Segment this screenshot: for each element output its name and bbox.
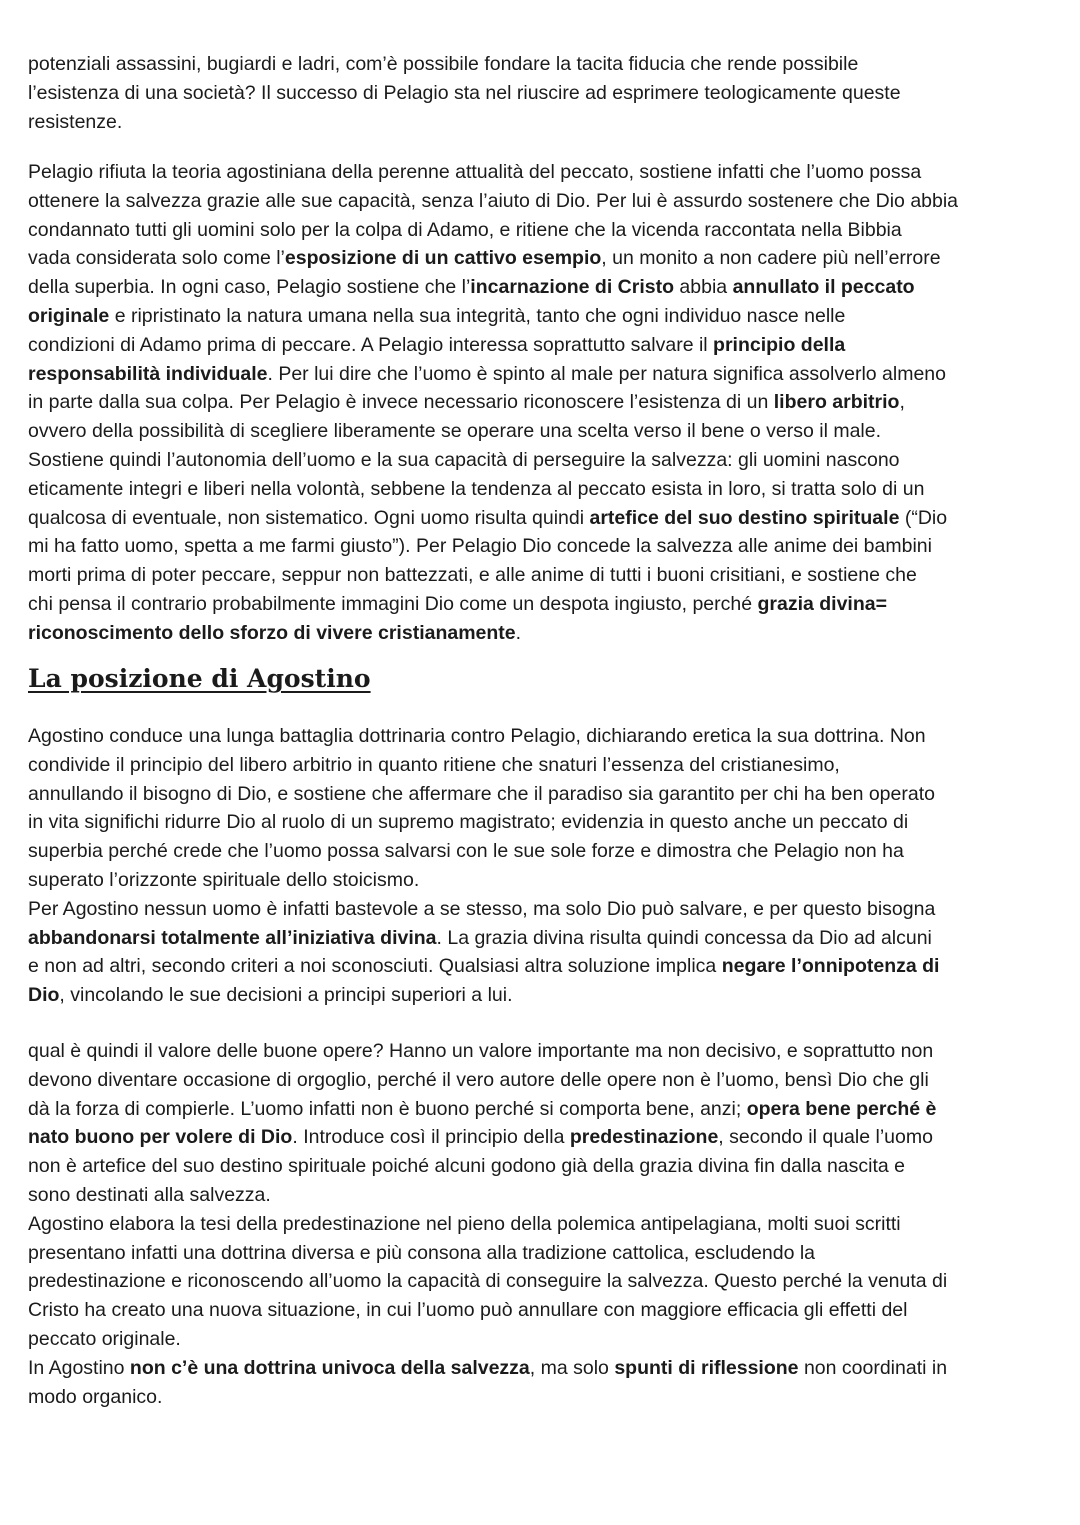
text-segment: ottenere la salvezza grazie alle sue capacità, senza l’aiuto di Dio. Per lui è assurdo sostenere che Dio abbia: [28, 189, 959, 212]
text-segment: l’esistenza di una società? Il successo di Pelagio sta nel riuscire ad esprimere teologicamente queste: [28, 81, 901, 104]
text-line: [28, 981, 939, 1010]
text-segment: non coordinati in: [798, 1356, 948, 1379]
bold-text: principio della: [713, 333, 846, 356]
bold-text: opera bene perché è: [746, 1097, 937, 1120]
text-segment: condizioni di Adamo prima di peccare. A Pelagio interessa soprattutto salvare il: [28, 333, 714, 356]
paragraph-buone-opere: [28, 1037, 947, 1411]
bold-text: originale: [28, 304, 110, 327]
text-line: [28, 1152, 947, 1181]
text-line: [28, 244, 958, 273]
text-segment: annullando il bisogno di Dio, e sostiene che affermare che il paradiso sia garantito per chi ha ben operato: [28, 782, 935, 805]
bold-text: predestinazione: [569, 1126, 719, 1149]
bold-text: negare l’onnipotenza di: [721, 955, 940, 978]
text-line: [28, 360, 958, 389]
text-segment: , vincolando le sue decisioni a principi superiori a lui.: [59, 984, 513, 1007]
text-line: [28, 50, 901, 79]
bold-text: esposizione di un cattivo esempio: [284, 247, 602, 270]
bold-text: responsabilità individuale: [28, 362, 268, 385]
bold-text: grazia divina=: [757, 592, 887, 615]
text-line: [28, 1037, 947, 1066]
text-segment: qualcosa di eventuale, non sistematico. Ogni uomo risulta quindi: [28, 506, 590, 529]
text-segment: (“Dio: [899, 506, 948, 529]
text-line: [28, 780, 939, 809]
text-segment: abbia: [674, 276, 733, 299]
text-segment: Pelagio rifiuta la teoria agostiniana della perenne attualità del peccato, sostiene infatti che l’uomo possa: [28, 161, 922, 183]
text-line: [28, 79, 901, 108]
text-segment: morti prima di poter peccare, seppur non battezzati, e alle anime di tutti i buoni crisitiani, e sostiene che: [28, 564, 917, 587]
text-segment: superato l’orizzonte spirituale dello stoicismo.: [28, 868, 420, 891]
text-segment: Cristo ha creato una nuova situazione, in cui l’uomo può annullare con maggiore efficacia gli effetti del: [28, 1299, 908, 1322]
bold-text: spunti di riflessione: [614, 1356, 799, 1379]
text-line: [28, 417, 958, 446]
text-segment: condivide il principio del libero arbitrio in quanto ritiene che snaturi l’essenza del cristianesimo,: [28, 753, 840, 776]
text-segment: modo organico.: [28, 1385, 163, 1408]
text-segment: resistenze.: [28, 110, 123, 133]
text-line: [28, 1210, 947, 1239]
text-segment: , un monito a non cadere più nell’errore: [601, 247, 941, 270]
text-line: [28, 1123, 947, 1152]
text-line: [28, 866, 939, 895]
bold-text: non c’è una dottrina univoca della salvezza: [129, 1356, 530, 1379]
text-segment: non è artefice del suo destino spirituale poiché alcuni godono già della grazia divina fin dalla nascita e: [28, 1155, 905, 1178]
text-segment: sono destinati alla salvezza.: [28, 1183, 271, 1206]
bold-text: annullato il peccato: [732, 276, 915, 299]
section-heading: La posizione di Agostino: [28, 664, 371, 693]
text-line: [28, 158, 958, 187]
text-line: [28, 273, 958, 302]
text-segment: . La grazia divina risulta quindi concessa da Dio ad alcuni: [436, 926, 932, 949]
text-segment: qual è quindi il valore delle buone opere? Hanno un valore importante ma non decisivo, e soprattutto non: [28, 1040, 934, 1062]
text-line: [28, 302, 958, 331]
text-line: [28, 837, 939, 866]
text-line: [28, 187, 958, 216]
text-line: [28, 108, 901, 137]
text-segment: della superbia. In ogni caso, Pelagio sostiene che l’: [28, 276, 471, 299]
paragraph-agostino: [28, 722, 939, 1010]
text-line: [28, 532, 958, 561]
text-line: [28, 446, 958, 475]
bold-text: abbandonarsi totalmente all’iniziativa divina: [28, 926, 437, 949]
text-line: [28, 1239, 947, 1268]
text-segment: condannato tutti gli uomini solo per la colpa di Adamo, e ritiene che la vicenda raccontata nella Bibbia: [28, 218, 902, 241]
text-segment: ovvero della possibilità di scegliere liberamente se operare una scelta verso il bene o verso il male.: [28, 420, 882, 443]
text-line: [28, 722, 939, 751]
text-segment: Agostino conduce una lunga battaglia dottrinaria contro Pelagio, dichiarando eretica la sua dottrina. Non: [28, 725, 926, 747]
text-segment: eticamente integri e liberi nella volontà, sebbene la tendenza al peccato esista in loro, si tratta solo di un: [28, 477, 925, 500]
text-segment: Per Agostino nessun uomo è infatti bastevole a se stesso, ma solo Dio può salvare, e per questo bisogna: [28, 897, 936, 920]
bold-text: Dio: [28, 984, 60, 1007]
text-line: [28, 1354, 947, 1383]
text-line: [28, 475, 958, 504]
text-segment: . Introduce così il principio della: [292, 1126, 570, 1149]
text-segment: presentano infatti una dottrina diversa e più consona alla tradizione cattolica, escludendo la: [28, 1241, 816, 1264]
bold-text: riconoscimento dello sforzo di vivere cristianamente: [28, 621, 516, 644]
text-segment: In Agostino: [28, 1356, 130, 1379]
text-segment: potenziali assassini, bugiardi e ladri, com’è possibile fondare la tacita fiducia che rende possibile: [28, 53, 859, 75]
text-line: [28, 808, 939, 837]
text-line: [28, 216, 958, 245]
text-line: [28, 1383, 947, 1412]
text-line: [28, 561, 958, 590]
text-line: [28, 895, 939, 924]
text-segment: , secondo il quale l’uomo: [718, 1126, 933, 1149]
text-segment: .: [515, 621, 522, 644]
text-line: [28, 331, 958, 360]
text-segment: , ma solo: [529, 1356, 615, 1379]
text-segment: chi pensa il contrario probabilmente immagini Dio come un despota ingiusto, perché: [28, 592, 758, 615]
text-segment: Sostiene quindi l’autonomia dell’uomo e la sua capacità di perseguire la salvezza: gli uomini nascono: [28, 448, 900, 471]
bold-text: libero arbitrio: [773, 391, 900, 414]
text-segment: predestinazione e riconoscendo all’uomo la capacità di conseguire la salvezza. Questo perché la venuta di: [28, 1270, 948, 1293]
text-segment: peccato originale.: [28, 1327, 181, 1350]
text-segment: dà la forza di compierle. L’uomo infatti non è buono perché si comporta bene, anzi;: [28, 1097, 747, 1120]
paragraph-pelagio: [28, 158, 958, 648]
text-segment: superbia perché crede che l’uomo possa salvarsi con le sue sole forze e dimostra che Pelagio non ha: [28, 840, 904, 863]
text-line: [28, 1325, 947, 1354]
text-line: [28, 504, 958, 533]
text-segment: e non ad altri, secondo criteri a noi sconosciuti. Qualsiasi altra soluzione implica: [28, 955, 722, 978]
paragraph-intro: [28, 50, 901, 136]
text-segment: . Per lui dire che l’uomo è spinto al male per natura significa assolverlo almeno: [267, 362, 946, 385]
text-segment: mi ha fatto uomo, spetta a me farmi giusto”). Per Pelagio Dio concede la salvezza alle anime dei bambini: [28, 535, 932, 558]
text-segment: e ripristinato la natura umana nella sua integrità, tanto che ogni individuo nasce nelle: [109, 304, 846, 327]
text-segment: in parte dalla sua colpa. Per Pelagio è invece necessario riconoscere l’esistenza di un: [28, 391, 774, 414]
text-segment: Agostino elabora la tesi della predestinazione nel pieno della polemica antipelagiana, molti suoi scritti: [28, 1212, 901, 1235]
text-line: [28, 924, 939, 953]
text-segment: in vita significhi ridurre Dio al ruolo di un supremo magistrato; evidenzia in questo anche un peccato di: [28, 811, 909, 834]
text-segment: vada considerata solo come l’: [28, 247, 285, 270]
text-segment: devono diventare occasione di orgoglio, perché il vero autore delle opere non è l’uomo, bensì Dio che gli: [28, 1068, 929, 1091]
bold-text: nato buono per volere di Dio: [28, 1126, 293, 1149]
text-segment: ,: [899, 391, 905, 414]
text-line: [28, 751, 939, 780]
text-line: [28, 619, 958, 648]
text-line: [28, 1267, 947, 1296]
text-line: [28, 1296, 947, 1325]
text-line: [28, 1066, 947, 1095]
text-line: [28, 1095, 947, 1124]
text-line: [28, 590, 958, 619]
bold-text: artefice del suo destino spirituale: [589, 506, 900, 529]
bold-text: incarnazione di Cristo: [470, 276, 674, 299]
text-line: [28, 952, 939, 981]
text-line: [28, 388, 958, 417]
text-line: [28, 1181, 947, 1210]
